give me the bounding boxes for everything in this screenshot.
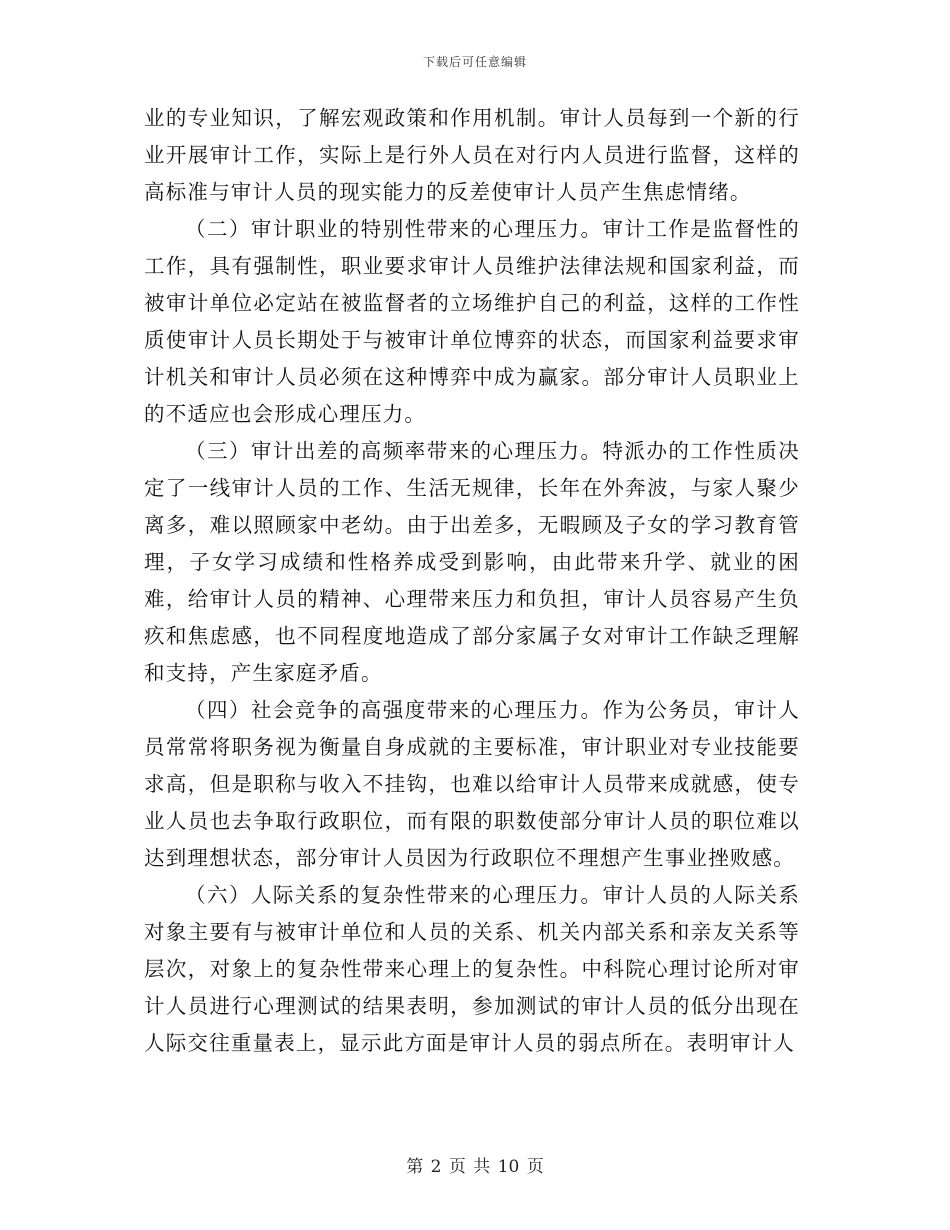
page-header: 下载后可任意编辑 (422, 55, 527, 69)
paragraph-section-3: （三）审计出差的高频率带来的心理压力。特派办的工作性质决定了一线审计人员的工作、生活无规律，长年在外奔波，与家人聚少离多，难以照顾家中老幼。由于出差多，无暇顾及子女的学习教育管理，子女学习成绩和性格养成受到影响，由此带来升学、就业的困难，给审计人员的精神、心理带来压力和负担，审计人员容易产生负疚和焦虑感，也不同程度地造成了部分家属子女对审计工作缺乏理解和支持，产生家庭矛盾。 (144, 439, 800, 685)
paragraph-section-4: （四）社会竞争的高强度带来的心理压力。作为公务员，审计人员常常将职务视为衡量自身成就的主要标准，审计职业对专业技能要求高，但是职称与收入不挂钩，也难以给审计人员带来成就感，使专业人员也去争取行政职位，而有限的职数使部分审计人员的职位难以达到理想状态，部分审计人员因为行政职位不理想产生事业挫败感。 (144, 698, 800, 870)
page-number: 第 2 页 共 10 页 (406, 1157, 544, 1177)
paragraph-continuation: 业的专业知识，了解宏观政策和作用机制。审计人员每到一个新的行业开展审计工作，实际上是行外人员在对行内人员进行监督，这样的高标准与审计人员的现实能力的反差使审计人员产生焦虑情绪。 (144, 106, 800, 204)
paragraph-section-2: （二）审计职业的特别性带来的心理压力。审计工作是监督性的工作，具有强制性，职业要求审计人员维护法律法规和国家利益，而被审计单位必定站在被监督者的立场维护自己的利益，这样的工作性质使审计人员长期处于与被审计单位博弈的状态，而国家利益要求审计机关和审计人员必须在这种博弈中成为赢家。部分审计人员职业上的不适应也会形成心理压力。 (144, 217, 800, 426)
document-body (144, 100, 800, 1062)
paragraph-section-6: （六）人际关系的复杂性带来的心理压力。审计人员的人际关系对象主要有与被审计单位和人员的关系、机关内部关系和亲友关系等层次，对象上的复杂性带来心理上的复杂性。中科院心理讨论所对审计人员进行心理测试的结果表明，参加测试的审计人员的低分出现在人际交往重量表上，显示此方面是审计人员的弱点所在。表明审计人 (144, 883, 800, 1055)
